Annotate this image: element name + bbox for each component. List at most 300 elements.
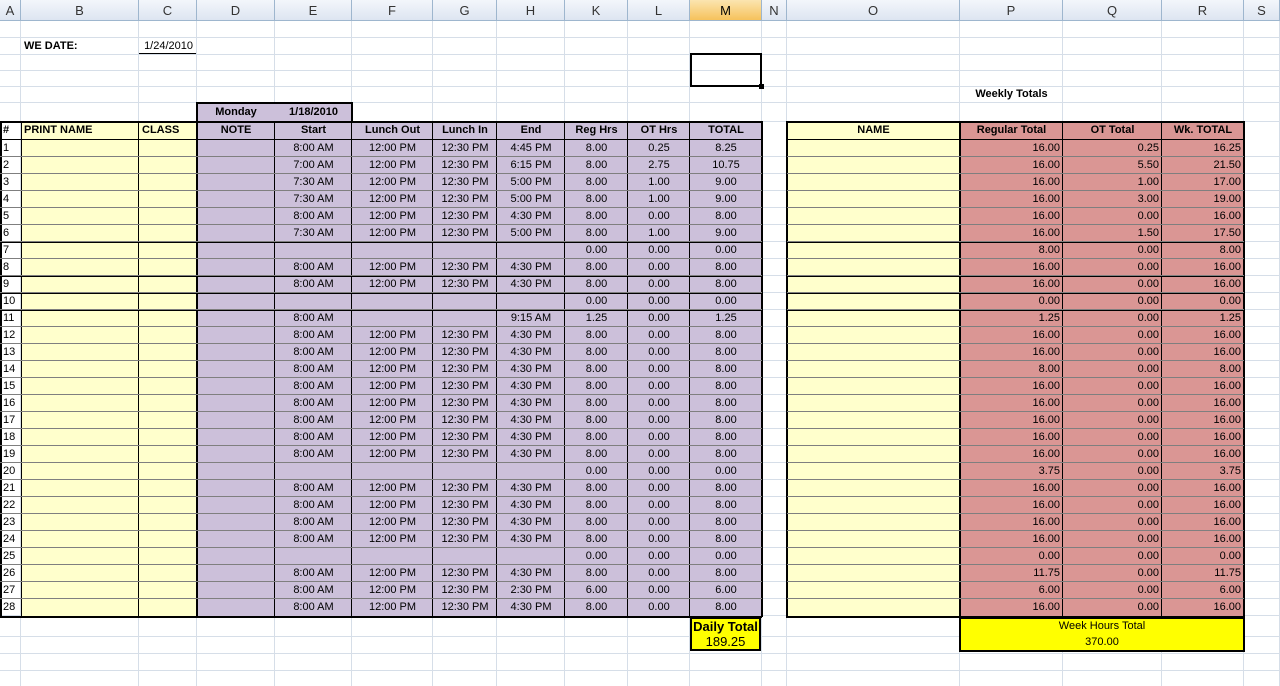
row-number[interactable]: 3: [3, 176, 10, 188]
start-time[interactable]: 8:00 AM: [293, 516, 334, 528]
reg-hrs[interactable]: 8.00: [585, 499, 608, 511]
start-time[interactable]: 8:00 AM: [293, 499, 334, 511]
weekly-ot[interactable]: 0.00: [1137, 346, 1159, 358]
weekly-regular[interactable]: 16.00: [1032, 210, 1060, 222]
name-cell[interactable]: [787, 463, 960, 480]
row-total[interactable]: 10.75: [712, 159, 740, 171]
lunch-out[interactable]: 12:00 PM: [368, 499, 417, 511]
end-time[interactable]: 4:30 PM: [510, 210, 552, 222]
name-cell[interactable]: [787, 446, 960, 463]
start-time[interactable]: 7:00 AM: [293, 159, 334, 171]
lunch-in[interactable]: 12:30 PM: [441, 227, 489, 239]
class-cell[interactable]: [139, 446, 197, 463]
name-cell[interactable]: [787, 497, 960, 514]
end-time[interactable]: 4:30 PM: [510, 414, 552, 426]
weekly-regular[interactable]: 16.00: [1032, 516, 1060, 528]
weekly-ot[interactable]: 0.00: [1137, 210, 1159, 222]
start-time[interactable]: 8:00 AM: [293, 584, 334, 596]
weekly-ot[interactable]: 0.00: [1137, 431, 1159, 443]
row-total[interactable]: 0.00: [715, 465, 737, 477]
ot-hrs[interactable]: 0.00: [648, 431, 670, 443]
print-name-cell[interactable]: [21, 157, 139, 174]
row-total[interactable]: 8.25: [715, 142, 737, 154]
print-name-cell[interactable]: [21, 395, 139, 412]
end-time[interactable]: 6:15 PM: [510, 159, 552, 171]
weekly-total[interactable]: 6.00: [1219, 584, 1241, 596]
print-name-cell[interactable]: [21, 497, 139, 514]
column-header-d[interactable]: D: [197, 0, 275, 21]
lunch-in[interactable]: 12:30 PM: [441, 159, 489, 171]
lunch-out[interactable]: [352, 548, 433, 565]
name-cell[interactable]: [787, 480, 960, 497]
start-time[interactable]: 8:00 AM: [293, 363, 334, 375]
note-cell[interactable]: [197, 565, 275, 582]
class-cell[interactable]: [139, 565, 197, 582]
reg-hrs[interactable]: 6.00: [585, 584, 608, 596]
reg-hrs[interactable]: 8.00: [585, 159, 608, 171]
lunch-out[interactable]: 12:00 PM: [368, 193, 417, 205]
lunch-out[interactable]: 12:00 PM: [368, 159, 417, 171]
ot-hrs[interactable]: 0.00: [648, 465, 670, 477]
weekly-ot[interactable]: 0.00: [1137, 482, 1159, 494]
end-time[interactable]: 4:30 PM: [510, 278, 552, 290]
reg-hrs[interactable]: 0.00: [585, 244, 608, 256]
reg-hrs[interactable]: 8.00: [585, 227, 608, 239]
row-number[interactable]: 11: [3, 312, 15, 324]
note-cell[interactable]: [197, 446, 275, 463]
end-time[interactable]: 4:30 PM: [510, 516, 552, 528]
weekly-ot[interactable]: 0.00: [1137, 295, 1159, 307]
weekly-regular[interactable]: 16.00: [1032, 448, 1060, 460]
row-number[interactable]: 26: [3, 567, 16, 579]
lunch-out[interactable]: 12:00 PM: [368, 176, 417, 188]
row-total[interactable]: 8.00: [715, 261, 737, 273]
lunch-out[interactable]: 12:00 PM: [368, 346, 417, 358]
column-header-g[interactable]: G: [433, 0, 497, 21]
note-cell[interactable]: [197, 344, 275, 361]
row-total[interactable]: 8.00: [715, 567, 737, 579]
print-name-cell[interactable]: [21, 208, 139, 225]
end-time[interactable]: 4:45 PM: [510, 142, 552, 154]
name-cell[interactable]: [787, 310, 960, 327]
class-cell[interactable]: [139, 293, 197, 310]
end-time[interactable]: 4:30 PM: [510, 397, 552, 409]
row-number[interactable]: 22: [3, 499, 16, 511]
ot-hrs[interactable]: 0.00: [648, 567, 670, 579]
print-name-cell[interactable]: [21, 429, 139, 446]
reg-hrs[interactable]: 0.00: [585, 550, 608, 562]
lunch-out[interactable]: [352, 293, 433, 310]
weekly-total[interactable]: 16.00: [1213, 329, 1241, 341]
note-cell[interactable]: [197, 548, 275, 565]
start-time[interactable]: [275, 463, 352, 480]
name-cell[interactable]: [787, 225, 960, 242]
lunch-in[interactable]: 12:30 PM: [441, 397, 489, 409]
name-cell[interactable]: [787, 344, 960, 361]
weekly-regular[interactable]: 8.00: [1038, 363, 1060, 375]
ot-hrs[interactable]: 0.25: [648, 142, 670, 154]
print-name-cell[interactable]: [21, 463, 139, 480]
lunch-in[interactable]: 12:30 PM: [441, 329, 489, 341]
weekly-total[interactable]: 16.00: [1213, 210, 1241, 222]
end-time[interactable]: 4:30 PM: [510, 533, 552, 545]
lunch-out[interactable]: 12:00 PM: [368, 414, 417, 426]
name-cell[interactable]: [787, 514, 960, 531]
weekly-total[interactable]: 17.50: [1213, 227, 1241, 239]
row-total[interactable]: 8.00: [715, 448, 737, 460]
note-cell[interactable]: [197, 599, 275, 616]
ot-hrs[interactable]: 0.00: [648, 516, 670, 528]
week-total-value[interactable]: 370.00: [1085, 636, 1119, 648]
weekly-ot[interactable]: 0.00: [1137, 397, 1159, 409]
note-cell[interactable]: [197, 276, 275, 293]
weekly-ot[interactable]: 0.00: [1137, 363, 1159, 375]
row-number[interactable]: 6: [3, 227, 10, 239]
start-time[interactable]: 8:00 AM: [293, 210, 334, 222]
lunch-in[interactable]: 12:30 PM: [441, 431, 489, 443]
print-name-cell[interactable]: [21, 514, 139, 531]
weekly-ot[interactable]: 0.00: [1137, 312, 1159, 324]
note-cell[interactable]: [197, 514, 275, 531]
row-total[interactable]: 0.00: [715, 550, 737, 562]
start-time[interactable]: 8:00 AM: [293, 278, 334, 290]
weekly-total[interactable]: 21.50: [1213, 159, 1241, 171]
print-name-cell[interactable]: [21, 480, 139, 497]
lunch-out[interactable]: [352, 242, 433, 259]
weekly-total[interactable]: 16.00: [1213, 482, 1241, 494]
column-header-h[interactable]: H: [497, 0, 565, 21]
weekly-ot[interactable]: 0.25: [1137, 142, 1159, 154]
reg-hrs[interactable]: 1.25: [585, 312, 608, 324]
lunch-out[interactable]: 12:00 PM: [368, 261, 417, 273]
name-cell[interactable]: [787, 259, 960, 276]
column-header-e[interactable]: E: [275, 0, 352, 21]
weekly-ot[interactable]: 0.00: [1137, 550, 1159, 562]
lunch-out[interactable]: 12:00 PM: [368, 380, 417, 392]
lunch-out[interactable]: 12:00 PM: [368, 516, 417, 528]
column-header-a[interactable]: A: [0, 0, 21, 21]
class-cell[interactable]: [139, 531, 197, 548]
note-cell[interactable]: [197, 140, 275, 157]
class-cell[interactable]: [139, 599, 197, 616]
column-header-p[interactable]: P: [960, 0, 1063, 21]
reg-hrs[interactable]: 8.00: [585, 448, 608, 460]
row-total[interactable]: 8.00: [715, 414, 737, 426]
start-time[interactable]: 8:00 AM: [293, 448, 334, 460]
ot-hrs[interactable]: 0.00: [648, 499, 670, 511]
lunch-in[interactable]: 12:30 PM: [441, 584, 489, 596]
reg-hrs[interactable]: 8.00: [585, 278, 608, 290]
row-number[interactable]: 13: [3, 346, 16, 358]
column-header-c[interactable]: C: [139, 0, 197, 21]
print-name-cell[interactable]: [21, 310, 139, 327]
weekly-regular[interactable]: 16.00: [1032, 533, 1060, 545]
name-cell[interactable]: [787, 378, 960, 395]
weekly-ot[interactable]: 3.00: [1137, 193, 1159, 205]
row-number[interactable]: 1: [3, 142, 10, 154]
lunch-in[interactable]: 12:30 PM: [441, 533, 489, 545]
note-cell[interactable]: [197, 174, 275, 191]
row-number[interactable]: 8: [3, 261, 10, 273]
end-time[interactable]: 4:30 PM: [510, 448, 552, 460]
ot-hrs[interactable]: 0.00: [648, 295, 670, 307]
note-cell[interactable]: [197, 157, 275, 174]
ot-hrs[interactable]: 0.00: [648, 261, 670, 273]
reg-hrs[interactable]: 8.00: [585, 193, 608, 205]
row-number[interactable]: 15: [3, 380, 16, 392]
row-number[interactable]: 20: [3, 465, 16, 477]
start-time[interactable]: 8:00 AM: [293, 380, 334, 392]
name-cell[interactable]: [787, 208, 960, 225]
lunch-out[interactable]: 12:00 PM: [368, 142, 417, 154]
weekly-ot[interactable]: 0.00: [1137, 567, 1159, 579]
ot-hrs[interactable]: 0.00: [648, 601, 670, 613]
print-name-cell[interactable]: [21, 599, 139, 616]
weekly-ot[interactable]: 0.00: [1137, 533, 1159, 545]
print-name-cell[interactable]: [21, 225, 139, 242]
ot-hrs[interactable]: 0.00: [648, 363, 670, 375]
column-header-m[interactable]: M: [690, 0, 762, 21]
start-time[interactable]: 7:30 AM: [293, 193, 334, 205]
row-number[interactable]: 10: [3, 295, 16, 307]
row-number[interactable]: 7: [3, 244, 10, 256]
weekly-total[interactable]: 16.00: [1213, 533, 1241, 545]
weekly-ot[interactable]: 0.00: [1137, 329, 1159, 341]
class-cell[interactable]: [139, 327, 197, 344]
row-total[interactable]: 8.00: [715, 380, 737, 392]
name-cell[interactable]: [787, 395, 960, 412]
row-total[interactable]: 8.00: [715, 516, 737, 528]
weekly-ot[interactable]: 0.00: [1137, 448, 1159, 460]
ot-hrs[interactable]: 1.00: [648, 193, 670, 205]
note-cell[interactable]: [197, 412, 275, 429]
row-total[interactable]: 0.00: [715, 244, 737, 256]
fill-handle[interactable]: [759, 84, 764, 89]
lunch-out[interactable]: [352, 310, 433, 327]
print-name-cell[interactable]: [21, 412, 139, 429]
start-time[interactable]: 8:00 AM: [293, 329, 334, 341]
note-cell[interactable]: [197, 531, 275, 548]
lunch-out[interactable]: 12:00 PM: [368, 210, 417, 222]
weekly-total[interactable]: 16.00: [1213, 499, 1241, 511]
lunch-in[interactable]: 12:30 PM: [441, 346, 489, 358]
name-cell[interactable]: [787, 565, 960, 582]
lunch-in[interactable]: 12:30 PM: [441, 261, 489, 273]
row-number[interactable]: 28: [3, 601, 16, 613]
weekly-regular[interactable]: 0.00: [1038, 295, 1060, 307]
lunch-out[interactable]: 12:00 PM: [368, 448, 417, 460]
row-number[interactable]: 27: [3, 584, 16, 596]
weekly-ot[interactable]: 5.50: [1137, 159, 1159, 171]
ot-hrs[interactable]: 0.00: [648, 346, 670, 358]
reg-hrs[interactable]: 8.00: [585, 261, 608, 273]
column-header-q[interactable]: Q: [1063, 0, 1162, 21]
class-cell[interactable]: [139, 480, 197, 497]
name-cell[interactable]: [787, 293, 960, 310]
row-number[interactable]: 12: [3, 329, 16, 341]
ot-hrs[interactable]: 0.00: [648, 397, 670, 409]
weekly-regular[interactable]: 16.00: [1032, 601, 1060, 613]
class-cell[interactable]: [139, 259, 197, 276]
weekly-total[interactable]: 8.00: [1219, 244, 1241, 256]
lunch-in[interactable]: 12:30 PM: [441, 278, 489, 290]
lunch-out[interactable]: 12:00 PM: [368, 227, 417, 239]
row-number[interactable]: 18: [3, 431, 16, 443]
name-cell[interactable]: [787, 582, 960, 599]
reg-hrs[interactable]: 8.00: [585, 482, 608, 494]
ot-hrs[interactable]: 0.00: [648, 380, 670, 392]
row-number[interactable]: 19: [3, 448, 16, 460]
row-number[interactable]: 4: [3, 193, 10, 205]
weekly-total[interactable]: 16.00: [1213, 414, 1241, 426]
lunch-in[interactable]: [433, 548, 497, 565]
reg-hrs[interactable]: 0.00: [585, 465, 608, 477]
start-time[interactable]: 8:00 AM: [293, 533, 334, 545]
column-header-l[interactable]: L: [628, 0, 690, 21]
ot-hrs[interactable]: 1.00: [648, 227, 670, 239]
weekly-regular[interactable]: 16.00: [1032, 414, 1060, 426]
ot-hrs[interactable]: 0.00: [648, 312, 670, 324]
lunch-out[interactable]: 12:00 PM: [368, 482, 417, 494]
print-name-cell[interactable]: [21, 242, 139, 259]
row-number[interactable]: 5: [3, 210, 10, 222]
end-time[interactable]: 4:30 PM: [510, 346, 552, 358]
weekly-regular[interactable]: 16.00: [1032, 278, 1060, 290]
weekly-regular[interactable]: 16.00: [1032, 261, 1060, 273]
end-time[interactable]: 4:30 PM: [510, 363, 552, 375]
print-name-cell[interactable]: [21, 531, 139, 548]
reg-hrs[interactable]: 0.00: [585, 295, 608, 307]
lunch-in[interactable]: [433, 463, 497, 480]
lunch-in[interactable]: 12:30 PM: [441, 193, 489, 205]
note-cell[interactable]: [197, 429, 275, 446]
row-total[interactable]: 6.00: [715, 584, 737, 596]
row-total[interactable]: 8.00: [715, 499, 737, 511]
weekly-regular[interactable]: 16.00: [1032, 159, 1060, 171]
start-time[interactable]: 7:30 AM: [293, 227, 334, 239]
name-cell[interactable]: [787, 412, 960, 429]
ot-hrs[interactable]: 0.00: [648, 448, 670, 460]
note-cell[interactable]: [197, 582, 275, 599]
reg-hrs[interactable]: 8.00: [585, 142, 608, 154]
row-total[interactable]: 1.25: [715, 312, 737, 324]
note-cell[interactable]: [197, 497, 275, 514]
lunch-in[interactable]: [433, 310, 497, 327]
weekly-regular[interactable]: 16.00: [1032, 193, 1060, 205]
start-time[interactable]: 8:00 AM: [293, 346, 334, 358]
ot-hrs[interactable]: 0.00: [648, 414, 670, 426]
row-number[interactable]: 21: [3, 482, 16, 494]
class-cell[interactable]: [139, 429, 197, 446]
weekly-total[interactable]: 19.00: [1213, 193, 1241, 205]
class-cell[interactable]: [139, 344, 197, 361]
class-cell[interactable]: [139, 514, 197, 531]
row-total[interactable]: 8.00: [715, 210, 737, 222]
class-cell[interactable]: [139, 582, 197, 599]
lunch-out[interactable]: 12:00 PM: [368, 601, 417, 613]
lunch-out[interactable]: 12:00 PM: [368, 363, 417, 375]
name-cell[interactable]: [787, 174, 960, 191]
note-cell[interactable]: [197, 378, 275, 395]
end-time[interactable]: [497, 548, 565, 565]
print-name-cell[interactable]: [21, 140, 139, 157]
weekly-total[interactable]: 16.00: [1213, 448, 1241, 460]
reg-hrs[interactable]: 8.00: [585, 567, 608, 579]
lunch-in[interactable]: 12:30 PM: [441, 414, 489, 426]
start-time[interactable]: 8:00 AM: [293, 567, 334, 579]
row-number[interactable]: 17: [3, 414, 16, 426]
class-cell[interactable]: [139, 140, 197, 157]
start-time[interactable]: 8:00 AM: [293, 312, 334, 324]
end-time[interactable]: 5:00 PM: [510, 227, 552, 239]
note-cell[interactable]: [197, 327, 275, 344]
weekly-regular[interactable]: 8.00: [1038, 244, 1060, 256]
row-total[interactable]: 8.00: [715, 431, 737, 443]
name-cell[interactable]: [787, 191, 960, 208]
weekly-ot[interactable]: 0.00: [1137, 601, 1159, 613]
row-number[interactable]: 25: [3, 550, 16, 562]
weekly-total[interactable]: 0.00: [1219, 550, 1241, 562]
weekly-total[interactable]: 16.00: [1213, 516, 1241, 528]
note-cell[interactable]: [197, 463, 275, 480]
lunch-in[interactable]: 12:30 PM: [441, 380, 489, 392]
row-number[interactable]: 14: [3, 363, 16, 375]
reg-hrs[interactable]: 8.00: [585, 516, 608, 528]
end-time[interactable]: 4:30 PM: [510, 329, 552, 341]
reg-hrs[interactable]: 8.00: [585, 363, 608, 375]
weekly-total[interactable]: 16.00: [1213, 278, 1241, 290]
weekly-regular[interactable]: 16.00: [1032, 397, 1060, 409]
weekly-ot[interactable]: 0.00: [1137, 499, 1159, 511]
start-time[interactable]: 8:00 AM: [293, 142, 334, 154]
lunch-in[interactable]: [433, 242, 497, 259]
class-cell[interactable]: [139, 378, 197, 395]
end-time[interactable]: 4:30 PM: [510, 482, 552, 494]
start-time[interactable]: [275, 293, 352, 310]
row-total[interactable]: 8.00: [715, 329, 737, 341]
print-name-cell[interactable]: [21, 446, 139, 463]
row-number[interactable]: 24: [3, 533, 16, 545]
lunch-out[interactable]: 12:00 PM: [368, 431, 417, 443]
print-name-cell[interactable]: [21, 276, 139, 293]
weekly-regular[interactable]: 11.75: [1033, 567, 1060, 579]
lunch-out[interactable]: 12:00 PM: [368, 329, 417, 341]
daily-total-value[interactable]: 189.25: [705, 634, 746, 649]
name-cell[interactable]: [787, 599, 960, 616]
ot-hrs[interactable]: 0.00: [648, 584, 670, 596]
lunch-in[interactable]: 12:30 PM: [441, 210, 489, 222]
row-total[interactable]: 8.00: [715, 278, 737, 290]
weekly-ot[interactable]: 0.00: [1137, 244, 1159, 256]
weekly-total[interactable]: 1.25: [1219, 312, 1241, 324]
class-cell[interactable]: [139, 276, 197, 293]
reg-hrs[interactable]: 8.00: [585, 380, 608, 392]
reg-hrs[interactable]: 8.00: [585, 329, 608, 341]
reg-hrs[interactable]: 8.00: [585, 414, 608, 426]
weekly-total[interactable]: 16.00: [1213, 380, 1241, 392]
weekly-regular[interactable]: 16.00: [1032, 346, 1060, 358]
reg-hrs[interactable]: 8.00: [585, 210, 608, 222]
weekly-regular[interactable]: 16.00: [1032, 380, 1060, 392]
name-cell[interactable]: [787, 361, 960, 378]
lunch-out[interactable]: [352, 463, 433, 480]
class-cell[interactable]: [139, 361, 197, 378]
class-cell[interactable]: [139, 157, 197, 174]
row-total[interactable]: 0.00: [715, 295, 737, 307]
class-cell[interactable]: [139, 497, 197, 514]
lunch-in[interactable]: 12:30 PM: [441, 176, 489, 188]
class-cell[interactable]: [139, 225, 197, 242]
